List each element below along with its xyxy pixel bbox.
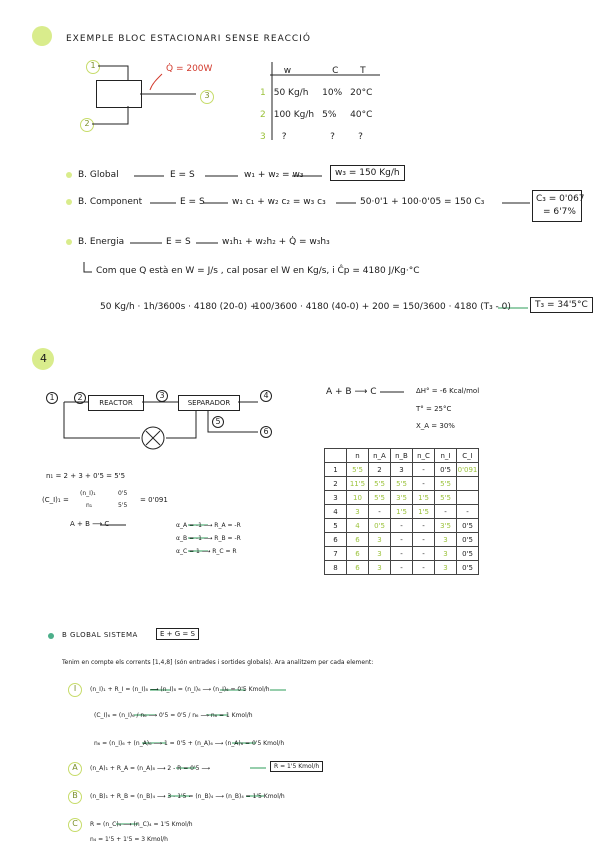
comp-eq2: w₁ c₁ + w₂ c₂ = w₃ c₃ xyxy=(232,197,326,207)
i-eq2: (C_I)₆ = (n_I)₆ / n₆ ⟶ 0'5 = 0'5 / n₆ ⟶ n₆ = 1 Kmol/h xyxy=(94,712,253,719)
energy-result: T₃ = 34'5°C xyxy=(530,297,593,313)
stream-table: w C T 1 50 Kg/h 10% 20°C 2 100 Kg/h 5% 40°C 3 ? ? ? xyxy=(260,66,373,142)
global-label: B. Global xyxy=(78,170,119,180)
i-eq3: n₆ = (n_I)₆ + (n_A)₆ ⟶ 1 = 0'5 + (n_A)₆ ⟶ (n_A)₆ = 0'5 Kmol/h xyxy=(94,740,285,747)
energy-note: Com que Q està en W = J/s , cal posar el W en Kg/s, i Ĉp = 4180 J/Kg·°C xyxy=(96,266,420,276)
rxn-eq: A + B ⟶ C xyxy=(70,520,110,528)
page-title: EXEMPLE BLOC ESTACIONARI SENSE REACCIÓ xyxy=(66,34,311,44)
ci-result: = 0'091 xyxy=(140,496,168,504)
b-eq: (n_B)₁ + R_B = (n_B)₄ ⟶ 3 - 1'5 = (n_B)₄ ⟶ (n_B)₄ = 1'5 Kmol/h xyxy=(90,793,285,800)
reaction-t: T° = 25°C xyxy=(416,405,452,413)
stream-2-marker: 2 xyxy=(80,118,94,132)
bullet xyxy=(66,199,72,205)
alpha-c: α_C = 1 ⟶ R_C = R xyxy=(176,548,237,555)
a-eq: (n_A)₁ + R_A = (n_A)₈ ⟶ 2 - R = 0'5 ⟶ xyxy=(90,765,210,772)
energy-eq2: w₁h₁ + w₂h₂ + Q̇ = w₃h₃ xyxy=(222,237,330,247)
ci-frac-bot: n₁ xyxy=(86,502,93,509)
ci-val-top: 0'5 xyxy=(118,490,128,497)
reaction-eq: A + B ⟶ C xyxy=(326,387,377,397)
reactor-block: REACTOR xyxy=(88,395,144,411)
a-marker: A xyxy=(68,762,82,776)
reaction-dh: ΔH° = -6 Kcal/mol xyxy=(416,387,480,395)
bullet xyxy=(66,172,72,178)
section3-intro: Tenim en compte els corrents [1,4,8] (són entrades i sortides globals). Ara analitzem per cada element: xyxy=(62,659,374,666)
c-marker: C xyxy=(68,818,82,832)
c-eq: R = (n_C)₄ ⟶ (n_C)₄ = 1'5 Kmol/h xyxy=(90,821,193,828)
stream-1-marker: 1 xyxy=(46,392,58,404)
n1-eq: n₁ = 2 + 3 + 0'5 = 5'5 xyxy=(46,472,126,480)
alpha-a: α_A = -1 ⟶ R_A = -R xyxy=(176,522,241,529)
long-eq-a: 50 Kg/h · 1h/3600s · 4180 (20-0) + xyxy=(100,302,258,312)
comp-result-box: C₃ = 0'067 = 6'7% xyxy=(532,190,582,222)
a-result: R = 1'5 Kmol/h xyxy=(270,761,323,772)
energy-label: B. Energia xyxy=(78,237,125,247)
heat-label: Q̇ = 200W xyxy=(166,64,213,74)
i-eq1: (n_I)₁ + R_I = (n_I)₈ ⟶ (n_I)₈ = (n_I)₆ ⟶ (n_I)₆ = 0'5 Kmol/h xyxy=(90,686,270,693)
alpha-b: α_B = -1 ⟶ R_B = -R xyxy=(176,535,241,542)
stream-5-marker: 5 xyxy=(212,416,224,428)
section-number: 4 xyxy=(40,352,47,365)
bullet xyxy=(66,239,72,245)
i-marker: I xyxy=(68,683,82,697)
global-eq2: w₁ + w₂ = w₃ xyxy=(244,170,304,180)
long-eq-b: 100/3600 · 4180 (40-0) + 200 = 150/3600 · 4180 (T₃ - 0) xyxy=(254,302,511,312)
stream-4-marker: 4 xyxy=(260,390,272,402)
stream-6-marker: 6 xyxy=(260,426,272,438)
ci-val-bot: 5'5 xyxy=(118,502,128,509)
c-eq2: n₄ = 1'5 + 1'5 = 3 Kmol/h xyxy=(90,836,168,843)
ci-frac-top: (n_I)₁ xyxy=(80,490,96,497)
b-marker: B xyxy=(68,790,82,804)
comp-label: B. Component xyxy=(78,197,143,207)
mole-balance-table: n n_A n_B n_C n_I C_I 1 5'5 2 3 - 0'5 0'091 2 11'5 5'5 5'5 - 5'5 3 10 5'5 3'5 1'5 5'5 4 3 - 1'5 1'5 - - 5 4 0'5 - - 3'5 0'5 6 6 3 - - 3 0'5 7 6 3 - - 3 0'5 8 6 3 - - 3 0'5 xyxy=(324,448,479,575)
section3-heading: B GLOBAL SISTEMA xyxy=(62,631,138,639)
global-result: w₃ = 150 Kg/h xyxy=(330,165,405,181)
stream-2-marker: 2 xyxy=(74,392,86,404)
global-eq1: E = S xyxy=(170,170,195,180)
section3-heading-box: E + G = S xyxy=(156,628,199,640)
comp-eq3: 50·0'1 + 100·0'05 = 150 C₃ xyxy=(360,197,485,207)
reaction-x: X_A = 30% xyxy=(416,422,455,430)
comp-eq1: E = S xyxy=(180,197,205,207)
stream-3-marker: 3 xyxy=(156,390,168,402)
separador-block: SEPARADOR xyxy=(178,395,240,411)
bullet xyxy=(48,633,54,639)
energy-eq1: E = S xyxy=(166,237,191,247)
ci-lhs: (C_I)₁ = xyxy=(42,496,69,504)
stream-3-marker: 3 xyxy=(200,90,214,104)
stream-1-marker: 1 xyxy=(86,60,100,74)
